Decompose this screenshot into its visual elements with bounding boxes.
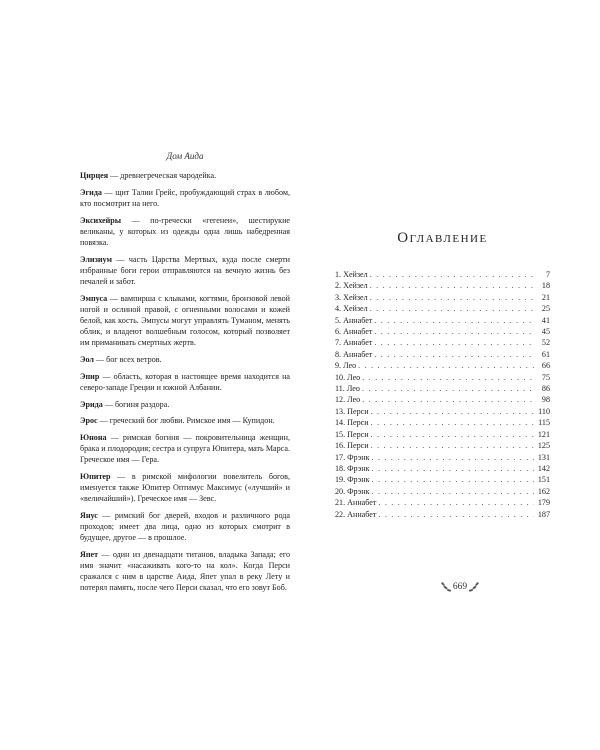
- toc-page-number: 75: [541, 372, 550, 382]
- glossary-list: [80, 170, 290, 593]
- toc-leader-dots: [370, 280, 534, 291]
- toc-chapter-label: 11. Лео: [335, 384, 360, 394]
- toc-page-number: 110: [538, 406, 550, 416]
- toc-leader-dots: [374, 337, 534, 348]
- toc-leader-dots: [371, 406, 534, 417]
- glossary-term: Янус: [80, 510, 98, 520]
- toc-chapter-label: 1. Хейзел: [335, 270, 368, 279]
- glossary-term: Эксихейры: [80, 215, 122, 225]
- toc-page-number: 18: [541, 281, 550, 291]
- page-number: 669: [452, 582, 468, 592]
- toc-page-number: 61: [541, 349, 550, 359]
- toc-entry: [335, 337, 550, 348]
- toc-entry: [335, 497, 550, 508]
- glossary-definition: — по-гречески «гегенеи», шестирукие великаны, у которых из одежды одна лишь набедренная повязка.: [80, 215, 290, 248]
- glossary-term: Эрос: [80, 416, 98, 426]
- toc-chapter-label: 8. Аннабет: [335, 349, 373, 359]
- toc-chapter-label: 9. Лео: [335, 361, 357, 371]
- glossary-entry: [80, 399, 290, 410]
- running-head: Дом Аида: [166, 151, 204, 161]
- glossary-term: Юпитер: [80, 471, 111, 481]
- toc-page-number: 187: [537, 509, 550, 519]
- toc-title: Оглавление: [397, 230, 488, 246]
- toc-list: [335, 269, 550, 520]
- glossary-entry: [80, 432, 290, 465]
- toc-page-number: 162: [537, 486, 550, 496]
- toc-entry: [335, 269, 550, 280]
- toc-chapter-label: 14. Перси: [335, 418, 369, 428]
- toc-page-number: 86: [541, 384, 550, 394]
- toc-leader-dots: [362, 383, 534, 394]
- toc-chapter-label: 13. Перси: [335, 406, 369, 416]
- toc-leader-dots: [362, 394, 534, 405]
- toc-leader-dots: [372, 463, 534, 474]
- toc-leader-dots: [372, 452, 534, 463]
- toc-entry: [335, 474, 550, 485]
- toc-entry: [335, 315, 550, 326]
- toc-leader-dots: [378, 509, 534, 520]
- toc-entry: [335, 303, 550, 314]
- toc-page-number: 21: [541, 292, 550, 302]
- toc-chapter-label: 19. Фрэнк: [335, 475, 370, 485]
- toc-entry: [335, 394, 550, 405]
- toc-leader-dots: [358, 360, 534, 371]
- glossary-entry: [80, 215, 290, 248]
- toc-leader-dots: [371, 440, 534, 451]
- toc-page-number: 151: [537, 475, 550, 485]
- toc-leader-dots: [374, 349, 534, 360]
- glossary-term: Эмпуса: [80, 293, 108, 303]
- toc-leader-dots: [374, 326, 534, 337]
- toc-chapter-label: 4. Хейзел: [335, 304, 368, 314]
- toc-page-number: 25: [541, 304, 550, 314]
- toc-page-number: 131: [537, 452, 550, 462]
- glossary-definition: — один из двенадцати титанов, владыка Запада; его имя значит «насаживать кого-то на кол». Когда Перси сражался с ним в царстве Аида, Япет упал в реку Лету и потерял память, после чего Перси сказал, что его зовут Боб.: [80, 549, 290, 593]
- toc-page-number: 66: [541, 361, 550, 371]
- toc-leader-dots: [370, 269, 534, 280]
- toc-page-number: 41: [541, 315, 550, 325]
- toc-entry: [335, 486, 550, 497]
- glossary-entry: [80, 354, 290, 365]
- toc-page-number: 115: [538, 418, 550, 428]
- toc-chapter-label: 7. Аннабет: [335, 338, 373, 348]
- glossary-term: Эол: [80, 355, 94, 365]
- toc-chapter-label: 12. Лео: [335, 395, 361, 405]
- toc-entry: [335, 452, 550, 463]
- glossary-term: Цирцея: [80, 171, 109, 181]
- toc-entry: [335, 372, 550, 383]
- right-page: [335, 230, 550, 520]
- toc-entry: [335, 429, 550, 440]
- toc-entry: [335, 292, 550, 303]
- toc-chapter-label: 21. Аннабет: [335, 498, 377, 508]
- toc-leader-dots: [362, 372, 534, 383]
- glossary-entry: [80, 471, 290, 504]
- toc-entry: [335, 417, 550, 428]
- glossary-definition: — щит Талии Грейс, пробуждающий страх в любом, кто посмотрит на него.: [80, 188, 290, 209]
- glossary-definition: — римская богиня — покровительница женщин, брака и плодородия; сестра и супруга Юпитера, мать Марса. Греческое имя — Гера.: [80, 432, 290, 465]
- glossary-definition: — область, которая в настоящее время находится на северо-западе Греции и южной Албании.: [80, 371, 290, 392]
- glossary-term: Эрида: [80, 399, 103, 409]
- toc-leader-dots: [372, 486, 534, 497]
- toc-page-number: 125: [537, 441, 550, 451]
- toc-entry: [335, 280, 550, 291]
- toc-entry: [335, 326, 550, 337]
- toc-entry: [335, 509, 550, 520]
- glossary-entry: [80, 371, 290, 393]
- toc-chapter-label: 3. Хейзел: [335, 292, 368, 302]
- toc-leader-dots: [370, 292, 534, 303]
- page-number-ornament: [430, 572, 490, 600]
- glossary-entry: [80, 254, 290, 287]
- toc-leader-dots: [371, 429, 534, 440]
- glossary-entry: [80, 415, 290, 426]
- glossary-entry: [80, 170, 290, 181]
- glossary-term: Эпир: [80, 371, 100, 381]
- toc-entry: [335, 383, 550, 394]
- toc-page-number: 142: [537, 463, 550, 473]
- toc-entry: [335, 463, 550, 474]
- toc-leader-dots: [374, 315, 534, 326]
- toc-chapter-label: 20. Фрэнк: [335, 486, 370, 496]
- toc-chapter-label: 17. Фрэнк: [335, 452, 370, 462]
- glossary-definition: — древнегреческая чародейка.: [108, 171, 217, 181]
- left-page: [80, 150, 290, 599]
- toc-page-number: 45: [541, 327, 550, 337]
- toc-leader-dots: [378, 497, 534, 508]
- glossary-definition: — богиня раздора.: [102, 399, 170, 409]
- toc-entry: [335, 360, 550, 371]
- toc-chapter-label: 5. Аннабет: [335, 315, 373, 325]
- glossary-definition: — вампирша с клыками, когтями, бронзовой левой ногой и ослиной правой, с огненными волосами и кожей белой, как кость. Эмпусы могут управлять Туманом, менять облик, и владеют волшебным голосом, который позволяет им приманивать смертных жертв.: [80, 293, 290, 348]
- toc-chapter-label: 16. Перси: [335, 441, 369, 451]
- toc-chapter-label: 18. Фрэнк: [335, 463, 370, 473]
- toc-page-number: 179: [537, 498, 550, 508]
- glossary-entry: [80, 549, 290, 594]
- glossary-definition: — в римской мифологии повелитель богов, именуется также Юпитер Оптимус Максимус («лучший» и «величайший»). Греческое имя — Зевс.: [80, 471, 290, 504]
- toc-page-number: 121: [537, 429, 550, 439]
- toc-leader-dots: [371, 417, 534, 428]
- glossary-term: Элизиум: [80, 254, 112, 264]
- glossary-entry: [80, 293, 290, 349]
- toc-chapter-label: 15. Перси: [335, 429, 369, 439]
- toc-chapter-label: 2. Хейзел: [335, 281, 368, 291]
- toc-page-number: 7: [545, 270, 550, 279]
- glossary-term: Эгида: [80, 188, 102, 198]
- glossary-entry: [80, 510, 290, 543]
- toc-entry: [335, 406, 550, 417]
- toc-page-number: 52: [541, 338, 550, 348]
- toc-chapter-label: 22. Аннабет: [335, 509, 377, 519]
- glossary-term: Япет: [80, 549, 99, 559]
- glossary-term: Юнона: [80, 432, 107, 442]
- toc-entry: [335, 440, 550, 451]
- toc-leader-dots: [370, 303, 534, 314]
- toc-chapter-label: 6. Аннабет: [335, 327, 373, 337]
- glossary-entry: [80, 187, 290, 209]
- toc-page-number: 98: [541, 395, 550, 405]
- glossary-definition: — римский бог дверей, входов и различного рода проходов; имеет два лица, одно из которых смотрит в будущее, другое — в прошлое.: [80, 510, 290, 543]
- glossary-definition: — бог всех ветров.: [93, 355, 162, 365]
- toc-chapter-label: 10. Лео: [335, 372, 361, 382]
- glossary-definition: — часть Царства Мертвых, куда после смерти избранные боги герои отправляются на вечную жизнь без печалей и забот.: [80, 254, 290, 287]
- glossary-definition: — греческий бог любви. Римское имя — Купидон.: [97, 416, 275, 426]
- toc-entry: [335, 349, 550, 360]
- toc-leader-dots: [372, 474, 534, 485]
